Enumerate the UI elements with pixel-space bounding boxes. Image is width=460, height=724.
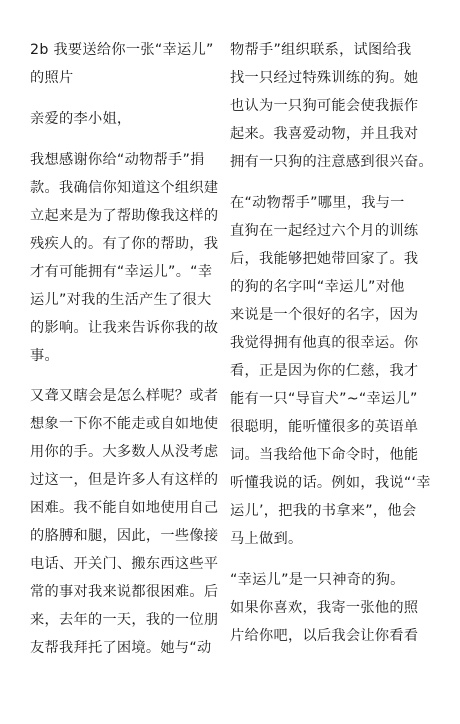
text-line: 很聪明，能听懂很多的英语单 xyxy=(230,419,419,435)
text-line: 也认为一只狗可能会使我振作 xyxy=(230,98,419,114)
text-line: 困难。我不能自如地使用自己 xyxy=(30,500,219,516)
text-line: 拥有一只狗的注意感到很兴奋。 xyxy=(230,154,433,170)
text-line: 词。当我给他下命令时，他能 xyxy=(230,447,419,463)
text-line: 来说是一个很好的名字，因为 xyxy=(230,307,419,323)
text-line: 在“动物帮手”哪里，我与一 xyxy=(230,195,405,211)
text-line: 看，正是因为你的仁慈，我才 xyxy=(230,363,419,379)
text-line: 事。 xyxy=(30,348,59,364)
text-line: 如果你喜欢，我寄一张他的照 xyxy=(230,600,419,616)
text-line: 直狗在一起经过六个月的训练 xyxy=(230,223,419,239)
text-line: 听懂我说的话。例如，我说“‘幸 xyxy=(230,475,431,491)
text-line: 想象一下你不能走或自如地使 xyxy=(30,416,219,432)
text-line: 立起来是为了帮助像我这样的 xyxy=(30,208,219,224)
text-line: 的影响。让我来告诉你我的故 xyxy=(30,320,219,336)
text-line: 友帮我拜托了困境。她与“动 xyxy=(30,640,212,656)
text-line: 的照片 xyxy=(30,70,74,86)
text-line: 运儿’，把我的书拿来”，他会 xyxy=(230,503,417,519)
text-line: 我想感谢你给“动物帮手”捐 xyxy=(30,152,205,168)
text-line: 款。我确信你知道这个组织建 xyxy=(30,180,219,196)
text-line: 电话、开关门、搬东西这些平 xyxy=(30,556,219,572)
text-line: 残疾人的。有了你的帮助，我 xyxy=(30,236,219,252)
text-line: 马上做到。 xyxy=(230,531,303,547)
text-line: 物帮手”组织联系，试图给我 xyxy=(230,42,412,58)
text-line: 能有一只“导盲犬”~“幸运儿” xyxy=(230,391,418,407)
text-line: 用你的手。大多数人从没考虑 xyxy=(30,444,219,460)
text-line: 我觉得拥有他真的很幸运。你 xyxy=(230,335,419,351)
text-line: 运儿”对我的生活产生了很大 xyxy=(30,292,212,308)
text-line: 常的事对我来说都很困难。后 xyxy=(30,584,219,600)
text-line: 2b 我要送给你一张“幸运儿” xyxy=(30,42,214,58)
text-line: 片给你吧，以后我会让你看看 xyxy=(230,628,419,644)
text-line: 的狗的名字叫“幸运儿”对他 xyxy=(230,279,405,295)
text-line: 后，我能够把她带回家了。我 xyxy=(230,251,419,267)
text-line: 起来。我喜爱动物，并且我对 xyxy=(230,126,419,142)
text-line: 过这一，但是许多人有这样的 xyxy=(30,472,219,488)
text-line: “幸运儿”是一只神奇的狗。 xyxy=(230,572,405,588)
text-line: 才有可能拥有“幸运儿”。“幸 xyxy=(30,264,213,280)
text-line: 找一只经过特殊训练的狗。她 xyxy=(230,70,419,86)
text-line: 亲爱的李小姐， xyxy=(30,111,132,127)
text-line: 来，去年的一天，我的一位朋 xyxy=(30,612,219,628)
text-line: 的胳膊和腿，因此，一些像接 xyxy=(30,528,219,544)
text-line: 又聋又瞎会是怎么样呢？或者 xyxy=(30,388,219,404)
